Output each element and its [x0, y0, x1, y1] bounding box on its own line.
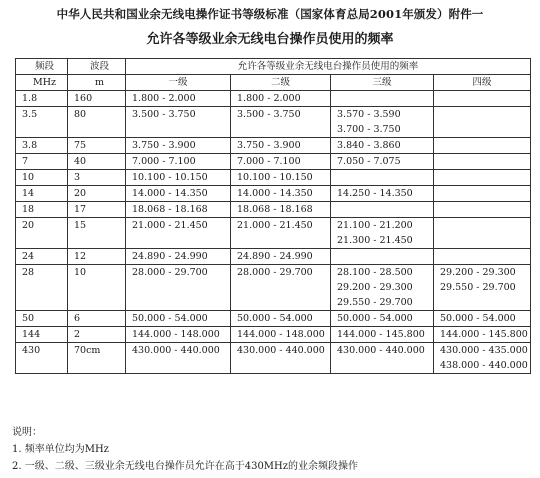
cell-level-2 — [231, 91, 331, 107]
header-wave-unit: m — [68, 75, 126, 91]
cell-band: 1.8 — [16, 91, 68, 107]
cell-level-1 — [126, 138, 231, 154]
frequency-range: 14.250 - 14.350 — [337, 188, 413, 199]
cell-band: 14 — [16, 186, 68, 202]
frequency-range: 21.100 - 21.200 — [337, 220, 413, 231]
header-group: 允许各等级业余无线电台操作员使用的频率 — [126, 59, 531, 75]
cell-level-4 — [434, 202, 531, 218]
cell-level-2 — [231, 311, 331, 327]
cell-level-2 — [231, 170, 331, 186]
frequency-range: 21.000 - 21.450 — [237, 220, 313, 231]
header-row-2 — [16, 75, 531, 91]
cell-band: 50 — [16, 311, 68, 327]
frequency-range: 430.000 - 435.000 — [440, 345, 528, 356]
cell-level-4 — [434, 311, 531, 327]
frequency-range: 7.050 - 7.075 — [337, 156, 401, 167]
cell-level-1 — [126, 186, 231, 202]
cell-level-2 — [231, 249, 331, 265]
frequency-range: 3.840 - 3.860 — [337, 140, 401, 151]
cell-wave: 75 — [68, 138, 126, 154]
cell-level-2 — [231, 327, 331, 343]
cell-level-1 — [126, 343, 231, 374]
header-wave: 波段 — [68, 59, 126, 75]
frequency-range: 29.200 - 29.300 — [337, 282, 413, 293]
cell-level-1 — [126, 91, 231, 107]
table-row — [16, 327, 531, 343]
frequency-range: 29.200 - 29.300 — [440, 267, 516, 278]
frequency-range: 10.100 - 10.150 — [132, 172, 208, 183]
frequency-range: 430.000 - 440.000 — [337, 345, 425, 356]
table-row — [16, 107, 531, 138]
cell-wave: 10 — [68, 265, 126, 311]
cell-level-3 — [331, 311, 434, 327]
cell-band: 3.5 — [16, 107, 68, 138]
frequency-range: 24.890 - 24.990 — [237, 251, 313, 262]
cell-wave: 12 — [68, 249, 126, 265]
cell-wave: 40 — [68, 154, 126, 170]
notes — [12, 424, 358, 475]
cell-band: 20 — [16, 218, 68, 249]
cell-wave: 20 — [68, 186, 126, 202]
document-subtitle: 允许各等级业余无线电台操作员使用的频率 — [146, 32, 394, 47]
cell-level-1 — [126, 107, 231, 138]
frequency-range: 28.000 - 29.700 — [132, 267, 208, 278]
frequency-range: 14.000 - 14.350 — [132, 188, 208, 199]
frequency-range: 438.000 - 440.000 — [440, 360, 528, 371]
cell-level-1 — [126, 218, 231, 249]
cell-band: 10 — [16, 170, 68, 186]
cell-level-3 — [331, 170, 434, 186]
cell-wave: 17 — [68, 202, 126, 218]
header-level-3: 三级 — [331, 75, 434, 91]
table-row — [16, 202, 531, 218]
cell-wave: 160 — [68, 91, 126, 107]
cell-level-3 — [331, 249, 434, 265]
frequency-range: 50.000 - 54.000 — [440, 313, 516, 324]
frequency-range: 144.000 - 145.800 — [337, 329, 425, 340]
cell-level-2 — [231, 107, 331, 138]
frequency-range: 24.890 - 24.990 — [132, 251, 208, 262]
frequency-range: 50.000 - 54.000 — [337, 313, 413, 324]
cell-level-4 — [434, 343, 531, 374]
cell-wave: 3 — [68, 170, 126, 186]
cell-level-1 — [126, 202, 231, 218]
frequency-range: 28.100 - 28.500 — [337, 267, 413, 278]
note-item-1: 1. 频率单位均为MHz — [12, 444, 109, 455]
frequency-range: 21.300 - 21.450 — [337, 235, 413, 246]
cell-wave: 6 — [68, 311, 126, 327]
frequency-range: 430.000 - 440.000 — [132, 345, 220, 356]
cell-band: 7 — [16, 154, 68, 170]
cell-level-4 — [434, 170, 531, 186]
header-level-4: 四级 — [434, 75, 531, 91]
frequency-range: 144.000 - 145.800 — [440, 329, 528, 340]
frequency-range: 29.550 - 29.700 — [440, 282, 516, 293]
header-row-1 — [16, 59, 531, 75]
frequency-range: 28.000 - 29.700 — [237, 267, 313, 278]
frequency-range: 18.068 - 18.168 — [237, 204, 313, 215]
frequency-range: 18.068 - 18.168 — [132, 204, 208, 215]
cell-level-4 — [434, 138, 531, 154]
cell-level-1 — [126, 265, 231, 311]
cell-level-3 — [331, 327, 434, 343]
table-row — [16, 218, 531, 249]
cell-wave: 15 — [68, 218, 126, 249]
table-row — [16, 343, 531, 374]
frequency-range: 1.800 - 2.000 — [237, 93, 301, 104]
cell-wave: 80 — [68, 107, 126, 138]
cell-wave: 70cm — [68, 343, 126, 374]
header-level-1: 一级 — [126, 75, 231, 91]
frequency-range: 50.000 - 54.000 — [237, 313, 313, 324]
notes-heading: 说明： — [12, 427, 42, 438]
cell-band: 28 — [16, 265, 68, 311]
frequency-range: 21.000 - 21.450 — [132, 220, 208, 231]
frequency-range: 3.750 - 3.900 — [132, 140, 196, 151]
cell-level-2 — [231, 343, 331, 374]
frequency-range: 29.550 - 29.700 — [337, 297, 413, 308]
table-row — [16, 170, 531, 186]
cell-wave: 2 — [68, 327, 126, 343]
cell-level-4 — [434, 107, 531, 138]
cell-level-1 — [126, 154, 231, 170]
header-band: 频段 — [16, 59, 68, 75]
frequency-range: 1.800 - 2.000 — [132, 93, 196, 104]
cell-level-4 — [434, 154, 531, 170]
table-row — [16, 138, 531, 154]
cell-band: 3.8 — [16, 138, 68, 154]
table-row — [16, 249, 531, 265]
cell-level-4 — [434, 249, 531, 265]
cell-level-3 — [331, 186, 434, 202]
frequency-range: 144.000 - 148.000 — [132, 329, 220, 340]
cell-level-3 — [331, 138, 434, 154]
document-title: 中华人民共和国业余无线电操作证书等级标准（国家体育总局2001年颁发）附件一 — [56, 7, 484, 21]
cell-level-4 — [434, 218, 531, 249]
frequency-range: 3.750 - 3.900 — [237, 140, 301, 151]
table-row — [16, 91, 531, 107]
frequency-range: 3.700 - 3.750 — [337, 124, 401, 135]
cell-level-4 — [434, 186, 531, 202]
frequency-range: 3.500 - 3.750 — [237, 109, 301, 120]
table-row — [16, 186, 531, 202]
cell-band: 144 — [16, 327, 68, 343]
cell-level-4 — [434, 265, 531, 311]
table-body — [16, 91, 531, 374]
cell-level-3 — [331, 107, 434, 138]
frequency-range: 10.100 - 10.150 — [237, 172, 313, 183]
frequency-range: 14.000 - 14.350 — [237, 188, 313, 199]
frequency-table — [15, 58, 531, 374]
table-row — [16, 311, 531, 327]
cell-band: 18 — [16, 202, 68, 218]
table-row — [16, 154, 531, 170]
cell-level-4 — [434, 91, 531, 107]
cell-level-3 — [331, 343, 434, 374]
frequency-range: 144.000 - 148.000 — [237, 329, 325, 340]
frequency-range: 50.000 - 54.000 — [132, 313, 208, 324]
cell-level-2 — [231, 186, 331, 202]
cell-level-1 — [126, 170, 231, 186]
frequency-range: 7.000 - 7.100 — [132, 156, 196, 167]
cell-level-1 — [126, 311, 231, 327]
frequency-range: 3.570 - 3.590 — [337, 109, 401, 120]
frequency-range: 3.500 - 3.750 — [132, 109, 196, 120]
cell-level-1 — [126, 249, 231, 265]
note-item-2: 2. 一级、二级、三级业余无线电台操作员允许在高于430MHz的业余频段操作 — [12, 461, 359, 472]
cell-band: 430 — [16, 343, 68, 374]
header-level-2: 二级 — [231, 75, 331, 91]
cell-level-4 — [434, 327, 531, 343]
cell-level-3 — [331, 91, 434, 107]
table-row — [16, 265, 531, 311]
cell-level-3 — [331, 218, 434, 249]
frequency-range: 7.000 - 7.100 — [237, 156, 301, 167]
cell-level-2 — [231, 265, 331, 311]
cell-level-2 — [231, 154, 331, 170]
cell-level-3 — [331, 265, 434, 311]
header-band-unit: MHz — [16, 75, 68, 91]
cell-level-3 — [331, 154, 434, 170]
cell-band: 24 — [16, 249, 68, 265]
frequency-range: 430.000 - 440.000 — [237, 345, 325, 356]
cell-level-2 — [231, 218, 331, 249]
cell-level-2 — [231, 138, 331, 154]
cell-level-2 — [231, 202, 331, 218]
cell-level-1 — [126, 327, 231, 343]
cell-level-3 — [331, 202, 434, 218]
